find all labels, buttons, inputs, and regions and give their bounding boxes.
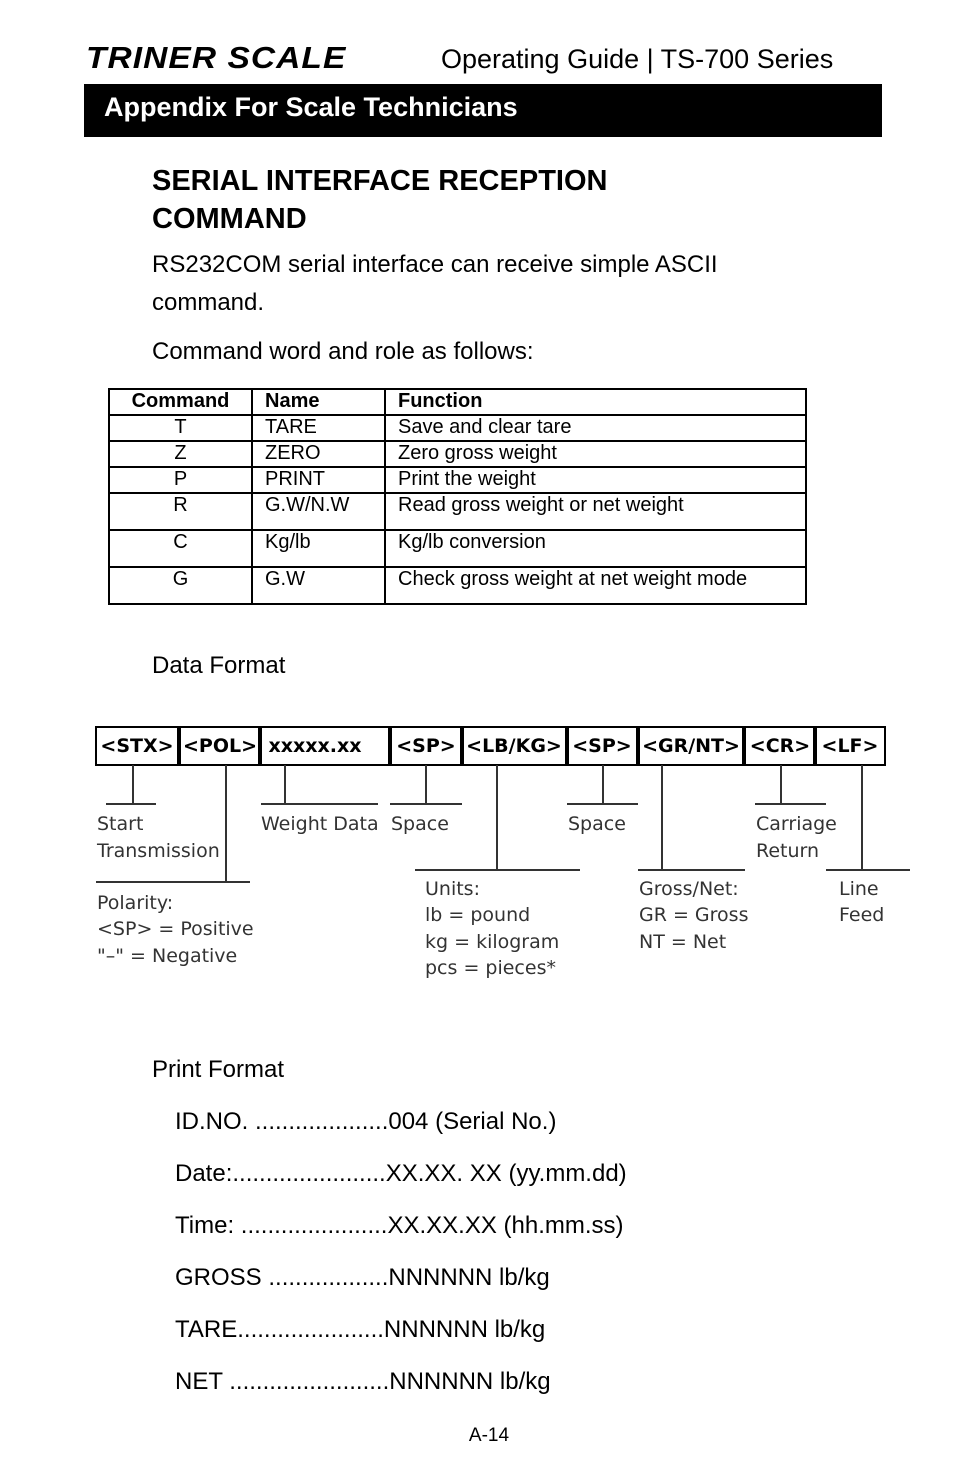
polarity-title: Polarity: — [97, 892, 174, 914]
data-format-label: Data Format — [152, 652, 286, 679]
table-header-row — [109, 389, 806, 415]
grossnet-gr: GR = Gross — [639, 904, 749, 926]
command-table — [108, 388, 807, 605]
cell-function: Save and clear tare — [385, 415, 806, 441]
field-labels — [100, 735, 878, 757]
cell-function: Print the weight — [385, 467, 806, 493]
section-title: SERIAL INTERFACE RECEPTION COMMAND — [152, 165, 608, 235]
start-label: Start — [97, 813, 144, 835]
polarity-negative: "–" = Negative — [97, 945, 238, 967]
page-number: A-14 — [468, 1425, 510, 1446]
table-row — [109, 415, 806, 441]
line-label: Line — [839, 878, 879, 900]
header-function: Function — [385, 389, 806, 415]
print-line-id: ID.NO. ....................004 (Serial No.) — [175, 1108, 557, 1135]
field-lf: <LF> — [821, 735, 879, 757]
cell-name: G.W/N.W — [252, 493, 385, 530]
space-label-2: Space — [568, 813, 626, 835]
print-line-net: NET ........................NNNNNN lb/kg — [175, 1368, 551, 1395]
table-row — [109, 493, 806, 530]
cell-command: R — [109, 493, 252, 530]
field-cr: <CR> — [749, 735, 811, 757]
weight-data-label: Weight Data — [261, 813, 379, 835]
table-row — [109, 530, 806, 567]
cell-name: ZERO — [252, 441, 385, 467]
units-pcs: pcs = pieces* — [425, 957, 556, 979]
grossnet-nt: NT = Net — [639, 931, 727, 953]
field-sp1: <SP> — [396, 735, 456, 757]
field-grnt: <GR/NT> — [642, 735, 740, 757]
intro-paragraph: RS232COM serial interface can receive simple ASCII command. — [152, 251, 718, 316]
cell-function: Kg/lb conversion — [385, 530, 806, 567]
header-command: Command — [109, 389, 252, 415]
print-line-date: Date:.......................XX.XX. XX (yy.mm.dd) — [175, 1160, 627, 1187]
carriage-label: Carriage — [756, 813, 837, 835]
cell-command: C — [109, 530, 252, 567]
cell-function: Read gross weight or net weight — [385, 493, 806, 530]
guide-title: Operating Guide | TS-700 Series — [441, 44, 834, 74]
cell-name: G.W — [252, 567, 385, 604]
print-line-gross: GROSS ..................NNNNNN lb/kg — [175, 1264, 550, 1291]
field-unit: <LB/KG> — [466, 735, 562, 757]
command-intro: Command word and role as follows: — [152, 338, 534, 365]
print-format-label: Print Format — [152, 1056, 285, 1083]
field-stx: <STX> — [100, 735, 174, 757]
print-line-tare: TARE......................NNNNNN lb/kg — [175, 1316, 546, 1343]
table-row — [109, 567, 806, 604]
cell-command: T — [109, 415, 252, 441]
header-name: Name — [252, 389, 385, 415]
cell-command: Z — [109, 441, 252, 467]
print-line-time: Time: ......................XX.XX.XX (hh.mm.ss) — [175, 1212, 624, 1239]
grossnet-title: Gross/Net: — [639, 878, 739, 900]
cell-function: Zero gross weight — [385, 441, 806, 467]
cell-command: P — [109, 467, 252, 493]
units-kg: kg = kilogram — [425, 931, 560, 953]
feed-label: Feed — [839, 904, 885, 926]
return-label: Return — [756, 840, 820, 862]
units-lb: lb = pound — [425, 904, 531, 926]
space-label-1: Space — [391, 813, 449, 835]
cell-name: Kg/lb — [252, 530, 385, 567]
field-weight: xxxxx.xx — [268, 735, 362, 757]
cell-command: G — [109, 567, 252, 604]
banner-title: Appendix For Scale Technicians — [104, 92, 518, 122]
field-sp2: <SP> — [572, 735, 632, 757]
transmission-label: Transmission — [97, 840, 220, 862]
brand-logo-text: TRINER SCALE — [86, 40, 347, 75]
annotations — [96, 813, 884, 979]
data-format-diagram — [0, 700, 954, 1000]
polarity-positive: <SP> = Positive — [97, 918, 254, 940]
cell-function: Check gross weight at net weight mode — [385, 567, 806, 604]
cell-name: PRINT — [252, 467, 385, 493]
units-title: Units: — [425, 878, 480, 900]
table-row — [109, 441, 806, 467]
cell-name: TARE — [252, 415, 385, 441]
field-pol: <POL> — [182, 735, 258, 757]
table-row — [109, 467, 806, 493]
